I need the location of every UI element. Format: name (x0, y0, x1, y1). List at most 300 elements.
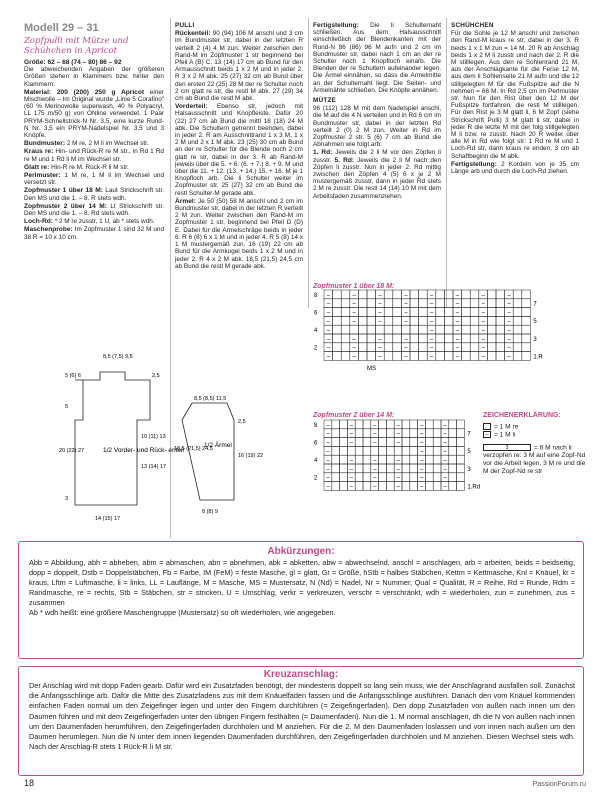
glatt-text: Hin-R re M, Rück-R li M str. (51, 163, 129, 171)
chart-cell (341, 352, 350, 361)
purl-symbol: – (481, 310, 485, 317)
chart-cell (462, 343, 471, 352)
chart-cell (410, 429, 418, 438)
purl-symbol: – (507, 310, 511, 317)
perl-heading: Perlmuster: (24, 172, 61, 180)
chart-cell (522, 290, 531, 299)
size-heading: Größe: 62 – 68 (74 – 80) 86 – 92 (24, 59, 122, 66)
chart-cell (363, 446, 371, 455)
zopf2-chart (312, 420, 482, 530)
size-text: Die abweichenden Angaben der größeren Größen stehen in Klammern bzw. hinter den Klammern. (24, 66, 164, 88)
chart-cell (433, 446, 441, 455)
chart-cell (470, 334, 479, 343)
row-number: 7 (533, 301, 537, 308)
chart-cell (487, 308, 496, 317)
column-divider (170, 18, 171, 538)
kraus-heading: Kraus re: (24, 148, 54, 156)
kreuz-text: Der Anschlag wird mit dopp Faden gearb. Dafür wird ein Zusatzfaden benötigt, der mindestens doppelt so lang sein muss, wie der Anschlagrand ausfallen soll. Zunächst die Anfangsschlinge arb. Dafür die Mitte des Zusatzfadens zus mit dem Knäuelfaden fassen und die Anfangsschlinge ausführen. Danach den vom Knäuel kommenden einfachen Faden normal um den Zeigefinger legen und unter den Fingern durchführen (= Zeigefingerfaden). Den dopp Zusatzfaden von außen nach innen um den Daumen führen und mit dem Zeigefingerfaden unter den übrigen Fingern festhalten (= Daumenfaden). Nun die 1. M normal anschlagen, dh die N von außen nach innen um den Daumenfaden herumführen, den Zeigefingerfaden durchholen und M anziehen. Für die 2. M den Daumenfaden loslassen und von innen nach außen um den Daumen herumlegen. Nun die N unter dem innen liegenden Daumenfaden durchführen, den Zeigefingerfaden durchholen und M anziehen. Diesen Wechsel stets wdh. Nach der Anschlag-R stets 1 Rück-R li M str. (29, 681, 575, 752)
sleeve-top-dims: 8,5 (8,5) 11,5 (194, 396, 227, 402)
chart-cell (341, 316, 350, 325)
chart-cell (379, 473, 387, 482)
chart-cell (340, 455, 348, 464)
chart-cell (341, 334, 350, 343)
purl-symbol: – (373, 484, 377, 491)
chart-cell (384, 316, 393, 325)
purl-symbol: – (352, 345, 356, 352)
chart-cell (340, 429, 348, 438)
chart-cell (333, 325, 342, 334)
purl-symbol: – (455, 354, 460, 361)
purl-symbol: – (378, 345, 382, 352)
body-armhole: 10 (11) 13 (141, 434, 166, 440)
chart-cell (513, 352, 522, 361)
schuh-fertig-text: 2 Kordeln von je 35 cm Länge arb und durch die Loch-Rd ziehen. (451, 160, 579, 176)
chart-cell (358, 316, 367, 325)
vorder-text: Ebenso str, jedoch mit Halsausschnitt und Knopfleiste. Dafür 20 (22) 27 cm ab Bund die mittl 18 (18) 24 M abk. Die Schultern getrennt beenden, dabei in jeder 2. R am Ausschnittrand 1 x 3 M, 1 x 2 M und 2 x 1 M abk. 23 (25) 30 cm ab Bund an der re Schulter für die Blende noch 2 cm glatt re str, dabei in der 3. R ab Rand-M jeweils über die 5. + 6. (6. + 7.) 8. + 9. M und über die 11. + 12. (13. + 14.) 15. + 16. M je 1 Knopfloch arb. Die li Schulter weiter im Zopfmuster str. 25 (27) 32 cm ab Bund die restl Schulter-M gerade abk. (175, 103, 304, 197)
chart-cell (384, 334, 393, 343)
purl-symbol: – (443, 431, 447, 438)
chart-cell (367, 334, 376, 343)
chart-cell (355, 429, 363, 438)
ruecken-text: 90 (94) 106 M anschl und 3 cm im Bundmuster str, dabei in der letzten R verteilt 2 (4) 4 M zun. Weiter zwischen den Rand-M im Zopfmuster 1 str beginnend bei Pfeil A (B) C. 13 (14) 17 cm ab Bund für den Armausschnitt beids 1 x 2 M und in jeder 2. R 3 x 2 M abk. 25 (27) 32 cm ab Bund über den ersten 22 (25) 28 M der re Schulter noch 2 cm glatt re str, die restl M abk. 27 (29) 34 cm ab Bund die restl M abk. (175, 30, 303, 103)
legend-item-re: = 1 M re (483, 423, 587, 431)
chart-cell (496, 290, 505, 299)
chart-cell (393, 343, 402, 352)
chart-cell (386, 438, 394, 447)
purl-symbol: – (326, 345, 331, 352)
chart-cell (332, 473, 340, 482)
bund-heading: Bundmuster: (24, 140, 66, 148)
muetze-text: 96 (112) 128 M mit dem Nadelspiel anschl, die M auf die 4 N verteilen und in Rd 6 cm im Bundmuster str, dabei in der letzten Rd verteilt 2 (0) 2 M zun. Weiter in Rd im Zopfmuster 2 str. 5 (6) 7 cm ab Bund die Abnahmen wie folgt arb: (313, 105, 441, 149)
chart-cell (436, 352, 445, 361)
purl-symbol: – (349, 422, 354, 429)
purl-symbol: – (396, 458, 400, 464)
chart-cell (355, 420, 363, 429)
chart-cell (470, 352, 479, 361)
chart-cell (355, 482, 363, 491)
chart-cell (436, 299, 445, 308)
chart-cell (340, 420, 348, 429)
chart-cell (513, 308, 522, 317)
purl-symbol: – (430, 301, 434, 308)
chart-cell (393, 316, 402, 325)
chart-cell (410, 446, 418, 455)
sleeve-width: 2,5 (238, 419, 246, 425)
legend-item-cross: 3 = 6 M nach li verzopfen re: 3 M auf eine Zopf-Nd vor die Arbeit legen, 3 M re und die M der Zopf-Nd re str (483, 443, 586, 475)
chart-cell (363, 420, 371, 429)
row-number: 6 (314, 440, 318, 447)
rd5-heading: 5. Rd: (334, 156, 355, 164)
chart-cell (367, 325, 376, 334)
chart-cell (444, 316, 453, 325)
aermel-text: Je 50 (50) 58 M anschl und 2 cm im Bundmuster str, dabei in der letzten R verteilt 2 M zun. Weiter zwischen den Rand-M im Zopfmuster 1 str, beginnend bei Pfeil D (D) E. Dabei für die Armelschräge beids in jeder 6. R 6 (8) 6 x 1 M und in jeder 4. R 5 (8) 14 x 1 M mustergemäß zun. 16 (19) 22 cm ab Bund für die Armkugel beids 1 x 2 M und in jeder 2. R 4 x 2 M abk. 18,5 (21,5) 24,5 cm ab Bund die restl M gerade abk. (175, 197, 303, 270)
chart-cell (333, 308, 342, 317)
chart-cell (410, 420, 418, 429)
chart-cell (522, 334, 531, 343)
chart-cell (462, 299, 471, 308)
chart-cell (333, 334, 342, 343)
purl-symbol: – (481, 328, 485, 334)
chart-cell (496, 334, 505, 343)
chart-cell (379, 438, 387, 447)
column-muetze (313, 22, 441, 201)
sleeve-schematic (172, 395, 262, 530)
schuehchen-heading: SCHÜHCHEN (451, 22, 494, 29)
chart-cell (367, 352, 376, 361)
chart-cell (513, 299, 522, 308)
purl-symbol: – (481, 292, 485, 299)
zopf2-heading: Zopfmuster 2 über 14 M: (24, 202, 107, 210)
chart-cell (419, 290, 428, 299)
probe-heading: Maschenprobe: (24, 226, 73, 234)
chart-cell (436, 325, 445, 334)
chart-cell (433, 455, 441, 464)
chart-cell (367, 290, 376, 299)
chart-cell (444, 343, 453, 352)
chart-cell (358, 325, 367, 334)
column-schuehchen (451, 22, 579, 176)
purl-symbol: – (373, 466, 377, 473)
purl-symbol: – (404, 345, 408, 352)
purl-symbol: – (420, 431, 424, 438)
row-number: 8 (314, 292, 318, 299)
abbreviations-box (18, 541, 584, 659)
purl-symbol: – (396, 440, 400, 447)
chart-cell (433, 420, 441, 429)
purl-symbol: – (326, 458, 330, 464)
chart-cell (419, 343, 428, 352)
sleeve-base: 8 (8) 9 (202, 509, 218, 515)
chart-cell (402, 446, 410, 455)
purl-symbol: – (430, 345, 434, 352)
chart-cell (376, 325, 385, 334)
purl-symbol: – (326, 466, 330, 473)
chart-cell (433, 429, 441, 438)
chart-cell (410, 438, 418, 447)
kreuz-title: Kreuzanschlag: (258, 669, 344, 680)
body-shoulder: 2,5 (152, 373, 160, 379)
chart-cell (513, 316, 522, 325)
zopf2-text: Lt Strickschrift str. Den MS und die 1. – 8. Rd stets wdh. (24, 202, 164, 218)
zopf2-label: Zopfmuster 2 über 14 M: (313, 412, 395, 419)
chart-cell (449, 420, 457, 429)
chart-cell (496, 316, 505, 325)
material-text: einer Mischwolle – Im Original wurde „Linie 5 Corafino“ (60 % Merinowolle superwash, 40 % Polyacryl, LL 175 m/50 g) von ONline verwendet. 1 Paar PRYM-Schnellstrick-N Nr. 3,5, eine kurze Rund-N Nr. 3,5 ein PRYM-Nadelspiel Nr. 3,5 und 3 Knöpfe. (24, 88, 164, 140)
chart-cell (355, 455, 363, 464)
purl-symbol: – (326, 310, 331, 317)
chart-cell (410, 290, 419, 299)
body-top-dims: 5 (6) 6 (65, 373, 81, 379)
chart-cell (340, 482, 348, 491)
chart-cell (444, 308, 453, 317)
chart-cell (393, 308, 402, 317)
purl-symbol: – (507, 319, 511, 326)
chart-cell (513, 325, 522, 334)
chart-cell (350, 325, 359, 334)
purl-symbol: – (373, 475, 377, 482)
zopf1-label: Zopfmuster 1 über 18 M: (313, 283, 395, 290)
purl-symbol: – (326, 319, 331, 326)
purl-symbol: – (443, 484, 447, 491)
chart-cell (522, 308, 531, 317)
chart-cell (433, 464, 441, 473)
purl-symbol: – (443, 440, 447, 447)
purl-symbol: – (430, 310, 434, 317)
footer-watermark: PassionForum.ru (532, 781, 586, 788)
chart-cell (487, 352, 496, 361)
chart-cell (394, 446, 402, 455)
rd5-text: Jeweils die 2 li M nach den Zöpfen li zusstr. Nun in jeder 2. Rd mittig zwischen den Zöpfen 4 (5) 6 x je 2 M mustergemäß zusstr, dann in jeder Rd stets 2 M re zusstr. Die restl 14 (14) 10 M mit dem Arbeitsfaden zusammenziehen. (313, 156, 441, 200)
purl-symbol: – (507, 345, 511, 352)
chart-cell (433, 482, 441, 491)
row-number: 3 (467, 466, 471, 473)
rd1-heading: 1. Rd: (313, 149, 333, 157)
purl-symbol: – (396, 422, 400, 429)
row-number: 1.Rd (467, 484, 481, 491)
rd1-text: Jeweils die 2 li M vor den Zöpfen li zusstr. (313, 149, 441, 164)
chart-cell (419, 308, 428, 317)
chart-cell (341, 325, 350, 334)
chart-cell (386, 473, 394, 482)
chart-cell (384, 290, 393, 299)
purl-symbol: – (507, 301, 511, 308)
purl-symbol: – (404, 354, 408, 361)
purl-symbol: – (378, 336, 382, 343)
chart-cell (425, 482, 433, 491)
chart-cell (449, 446, 457, 455)
ruecken-heading: Rückenteil: (175, 30, 211, 38)
purl-symbol: – (443, 458, 447, 464)
chart-cell (470, 299, 479, 308)
purl-symbol: – (373, 458, 377, 464)
body-side: 5 (65, 404, 69, 410)
zopf1-heading: Zopfmuster 1 über 18 M: (24, 187, 103, 195)
chart-cell (384, 352, 393, 361)
chart-cell (444, 352, 453, 361)
chart-cell (496, 325, 505, 334)
sohle-text: Für die Sohle je 12 M anschl und zwischen den Rand-M kraus re str, dabei in der 3. R beids 1 x 1 M zun = 14 M. 20 R ab Anschlag beids 1 x 2 M li zusstr und nach der 2. R die M stilllegen. Aus den re Sohlenrand 21 M, aus der Anschlagkante für die Ferse 12 M, aus dem li Sohlenseite 21 M aufn und die 12 stillgelegten M für die Fußspitze auf die N nehmen = 66 M. In Rd 2,5 cm im Perlmuster str. Nun für den Rist über den 12 M der Fußspitze fortfahren, die restl M stilllegen. Für den Rist je 3 M glatt li, 6 M Zopf (siehe Strickschrift Pulli) 3 M glatt li str, dabei in jeder R die letzte M mit der folg stillgelegten M li bzw. re zusstr. Nach 20 R weiter über alle M in Rd wie folgt str: 1 Rd re M und 1 Loch-Rd str, dann kraus re enden, 3 cm ab Schaftbeginn die M abk. (451, 30, 579, 160)
schuh-fertig-heading: Fertigstellung: (451, 160, 497, 168)
chart-cell (386, 429, 394, 438)
purl-symbol: – (443, 422, 447, 429)
chart-cell (425, 473, 433, 482)
chart-cell (513, 290, 522, 299)
zopf1-chart (312, 290, 562, 400)
sleeve-label: 1/2 Ärmel (204, 442, 232, 449)
pulli-heading: PULLI (175, 22, 195, 29)
chart-cell (496, 299, 505, 308)
chart-cell (379, 455, 387, 464)
chart-cell (496, 343, 505, 352)
chart-cell (444, 299, 453, 308)
material-heading: Material: 200 (200) 250 g Apricot (24, 88, 145, 96)
purl-symbol: – (349, 440, 354, 447)
zopf1-text: Laut Strickschrift str. Den MS und die 1. – 8. R stets wdh. (24, 187, 165, 202)
purl-symbol: – (420, 466, 424, 473)
row-number: 3 (533, 336, 537, 343)
chart-cell (386, 482, 394, 491)
purl-symbol: – (352, 354, 356, 361)
chart-cell (333, 290, 342, 299)
chart-cell (470, 325, 479, 334)
chart-cell (371, 446, 379, 455)
purl-symbol: – (404, 301, 408, 308)
chart-cell (384, 325, 393, 334)
chart-cell (410, 299, 419, 308)
chart-cell (358, 352, 367, 361)
chart-cell (363, 438, 371, 447)
sleeve-right: 16 (19) 22 (238, 453, 264, 459)
chart-cell (341, 299, 350, 308)
purl-symbol: – (349, 431, 354, 438)
chart-cell (425, 429, 433, 438)
chart-cell (332, 438, 340, 447)
sleeve-left: 18,5 (21,5) 24,5 (174, 446, 213, 452)
chart-cell (393, 352, 402, 361)
purl-symbol: – (352, 336, 356, 343)
chart-cell (419, 352, 428, 361)
chart-cell (449, 455, 457, 464)
purl-symbol: – (404, 292, 408, 299)
row-number: 2 (314, 345, 318, 352)
chart-cell (470, 290, 479, 299)
chart-cell (332, 482, 340, 491)
purl-symbol: – (455, 310, 460, 317)
chart-cell (410, 473, 418, 482)
chart-cell (457, 420, 465, 429)
chart-cell (347, 446, 355, 455)
purl-symbol: – (352, 301, 356, 308)
chart-cell (363, 473, 371, 482)
chart-cell (410, 482, 418, 491)
chart-cell (402, 455, 410, 464)
chart-cell (425, 438, 433, 447)
chart-cell (341, 308, 350, 317)
purl-symbol: – (455, 328, 460, 334)
chart-cell (341, 343, 350, 352)
chart-cell (332, 464, 340, 473)
purl-symbol: – (404, 310, 408, 317)
body-neck-dims: 8,5 (7,5) 9,5 (103, 354, 133, 360)
chart-cell (333, 343, 342, 352)
purl-symbol: – (396, 484, 400, 491)
chart-cell (341, 290, 350, 299)
body-length: 13 (14) 17 (141, 464, 167, 470)
purl-symbol: – (430, 292, 434, 299)
purl-symbol: – (326, 336, 331, 343)
glatt-heading: Glatt re: (24, 163, 50, 171)
chart-cell (355, 464, 363, 473)
purl-symbol: – (326, 328, 331, 334)
purl-symbol: – (404, 336, 408, 343)
purl-symbol: – (455, 292, 460, 299)
kreuzanschlag-box (18, 666, 584, 776)
purl-symbol: – (349, 484, 354, 491)
fertig-text: Die li Schulternaht schließen. Aus dem Halsausschnitt einschließlich der Blendenkanten mit der Rund-N 86 (86) 96 M aufn und 2 cm im Bundmuster str, dabei nach 1 cm an der re Schulter noch 1 Knopfloch einarb. Die Blenden der re Schultern aufeinander legen. Die Ärmel einnähen, so dass die Armelmitte an der Schulternaht liegt. Die Seiten- und Ärmelnähte schließen. Die Knöpfe annähen. (313, 22, 441, 94)
chart-cell (457, 464, 465, 473)
chart-cell (433, 473, 441, 482)
chart-cell (522, 343, 531, 352)
bund-text: 2 M re, 2 M li im Wechsel str. (66, 140, 149, 148)
chart-cell (363, 455, 371, 464)
chart-cell (355, 446, 363, 455)
column-instructions-1 (24, 22, 164, 242)
chart-cell (457, 429, 465, 438)
chart-cell (522, 352, 531, 361)
purl-symbol: – (326, 422, 330, 429)
purl-symbol: – (420, 440, 424, 447)
chart-cell (367, 299, 376, 308)
fertig-heading: Fertigstellung: (313, 22, 359, 29)
purl-symbol: – (378, 310, 382, 317)
perl-text: 1 M re, 1 M li im Wechsel und versetzt str. (24, 172, 164, 187)
purl-symbol: – (373, 431, 377, 438)
chart-cell (457, 473, 465, 482)
purl-symbol: – (373, 440, 377, 447)
row-number: 4 (314, 458, 318, 464)
chart-cell (487, 316, 496, 325)
chart-cell (358, 299, 367, 308)
chart-cell (470, 343, 479, 352)
column-divider (446, 18, 447, 308)
legend (483, 423, 587, 476)
purl-symbol: – (349, 458, 354, 464)
purl-symbol: – (481, 301, 485, 308)
chart-cell (522, 316, 531, 325)
row-number: 8 (314, 422, 318, 429)
chart-cell (340, 438, 348, 447)
chart-cell (425, 455, 433, 464)
purl-symbol: – (443, 449, 447, 456)
chart-cell (436, 343, 445, 352)
chart-cell (425, 420, 433, 429)
chart-cell (449, 438, 457, 447)
chart-cell (462, 352, 471, 361)
chart-cell (402, 482, 410, 491)
chart-cell (367, 308, 376, 317)
abbr-title: Abkürzungen: (261, 546, 340, 557)
abbr-note: Ab * wdh heißt: eine größere Maschengruppe (Mustersatz) so oft wiederholen, wie angegeben. (29, 608, 336, 617)
purl-symbol: – (373, 422, 377, 429)
purl-symbol: – (326, 292, 331, 299)
purl-symbol: – (352, 310, 356, 317)
chart-cell (436, 308, 445, 317)
row-number: 5 (533, 319, 537, 326)
chart-cell (332, 455, 340, 464)
chart-cell (379, 464, 387, 473)
chart-cell (449, 429, 457, 438)
purl-symbol: – (455, 336, 460, 343)
row-number: 1.R (533, 354, 543, 361)
purl-symbol: – (455, 319, 460, 326)
chart-cell (419, 334, 428, 343)
cable-cross-icon: 3 (483, 444, 531, 451)
loch-text: * 2 M re zusstr, 1 U, ab * stets wdh. (54, 218, 155, 226)
chart-cell (433, 438, 441, 447)
row-number: 7 (467, 431, 471, 438)
purl-symbol: – (420, 422, 424, 429)
zopf1-ms: MS (367, 366, 376, 372)
chart-cell (462, 308, 471, 317)
chart-cell (457, 482, 465, 491)
chart-cell (513, 343, 522, 352)
purl-symbol: – (430, 328, 434, 334)
purl-symbol: – (396, 466, 400, 473)
chart-cell (419, 325, 428, 334)
purl-symbol: – (430, 319, 434, 326)
chart-cell (358, 334, 367, 343)
chart-cell (444, 334, 453, 343)
